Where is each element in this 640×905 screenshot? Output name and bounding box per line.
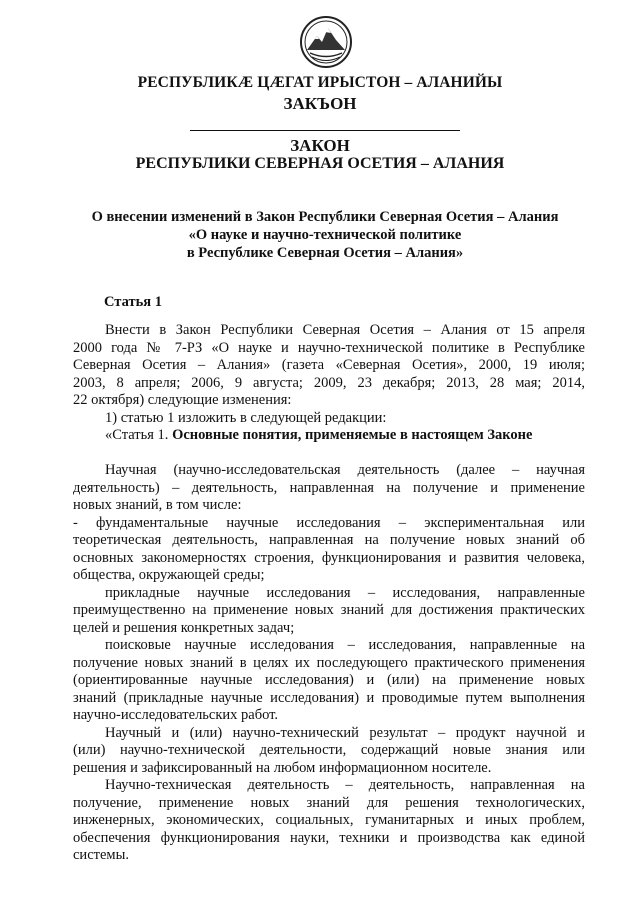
definition-paragraph — [73, 462, 585, 515]
text-line: научно-исследовательских работ. — [73, 707, 279, 723]
text-line: Северная Осетия – Алания» (газета «Северная Осетия», 2000, 19 июля; — [73, 357, 585, 373]
article-intro — [73, 322, 585, 445]
article-title: Статья 1 — [104, 294, 162, 310]
text-line: системы. — [73, 847, 129, 863]
text-line: 22 октября) следующие изменения: — [73, 392, 292, 408]
definition-paragraph — [73, 725, 585, 778]
law-subject-line: О внесении изменений в Закон Республики Северная Осетия – Алания — [91, 209, 559, 225]
definition-paragraph — [73, 585, 585, 638]
header-ossetian-law: ЗАКЪОН — [283, 94, 357, 113]
quoted-article-heading — [73, 427, 585, 445]
text-line: инженерных, экономических, социальных, гуманитарных и иных проблем, — [73, 812, 585, 828]
text-line: (или) научно-технической деятельности, содержащий новые знания или — [73, 742, 585, 758]
text-line: Научно-техническая деятельность – деятельность, направленная на — [105, 777, 585, 793]
text-line: решения и зафиксированный на любом информационном носителе. — [73, 759, 492, 776]
law-subject-line: в Республике Северная Осетия – Алания» — [186, 245, 464, 261]
text-line: прикладные научные исследования – исследования, направленные — [105, 584, 585, 601]
text-line: деятельность) – деятельность, направленная на получение и применение — [73, 479, 585, 496]
text-line: Научный и (или) научно-технический результат – продукт научной и — [105, 724, 585, 741]
quoted-article-title: Основные понятия, применяемые в настоящем Законе — [172, 427, 533, 443]
header-russian-law: ЗАКОН — [290, 136, 350, 155]
coat-of-arms-emblem — [298, 14, 354, 70]
law-subject — [60, 208, 590, 262]
text-line: получение, применение новых знаний для решения технологических, — [73, 794, 585, 811]
text-line: получение новых знаний в целях их последующего практического применения — [73, 654, 585, 671]
text-line: основных закономерностях строения, функционирования и развития человека, — [73, 549, 585, 566]
text-line: 2003, 8 апреля; 2006, 9 августа; 2009, 23 декабря; 2013, 28 мая; 2014, — [73, 374, 585, 391]
text-line: новых знаний, в том числе: — [73, 497, 242, 513]
header-ossetian-republic: РЕСПУБЛИКӔ ЦӔГАТ ИРЫСТОН – АЛАНИЙЫ — [137, 74, 503, 91]
text-line: Научная (научно-исследовательская деятельность (далее – научная — [105, 462, 585, 478]
law-subject-line: «О науке и научно-технической политике — [188, 227, 462, 243]
text-line: Внести в Закон Республики Северная Осетия – Алания от 15 апреля — [105, 322, 585, 338]
definitions-section — [73, 462, 585, 865]
text-line: преимущественно на применение новых знаний для достижения практических — [73, 602, 585, 618]
text-line: обеспечения функционирования науки, техники и производства как единой — [73, 829, 585, 846]
text-line: (ориентированные научные исследования) и (или) на применение новых — [73, 672, 585, 688]
text-line: теоретическая деятельность, направленная на получение новых знаний об — [73, 532, 585, 548]
item-1-text: 1) статью 1 изложить в следующей редакции: — [105, 409, 387, 426]
text-line: знаний (прикладные научные исследования) и проводимые путем выполнения — [73, 689, 585, 706]
definition-paragraph — [73, 637, 585, 725]
text-line: целей и решения конкретных задач; — [73, 619, 295, 636]
text-line: 2000 года № 7-РЗ «О науке и научно-технической политике в Республике — [73, 339, 585, 356]
definition-paragraph — [73, 777, 585, 865]
text-line: поисковые научные исследования – исследования, направленные на — [105, 637, 585, 653]
quoted-article-prefix: «Статья 1. — [105, 427, 173, 443]
header-russian-republic: РЕСПУБЛИКИ СЕВЕРНАЯ ОСЕТИЯ – АЛАНИЯ — [135, 155, 505, 172]
definition-paragraph — [73, 515, 585, 585]
header-divider — [190, 130, 460, 131]
text-line: общества, окружающей среды; — [73, 567, 265, 583]
text-line: - фундаментальные научные исследования – экспериментальная или — [73, 514, 585, 531]
